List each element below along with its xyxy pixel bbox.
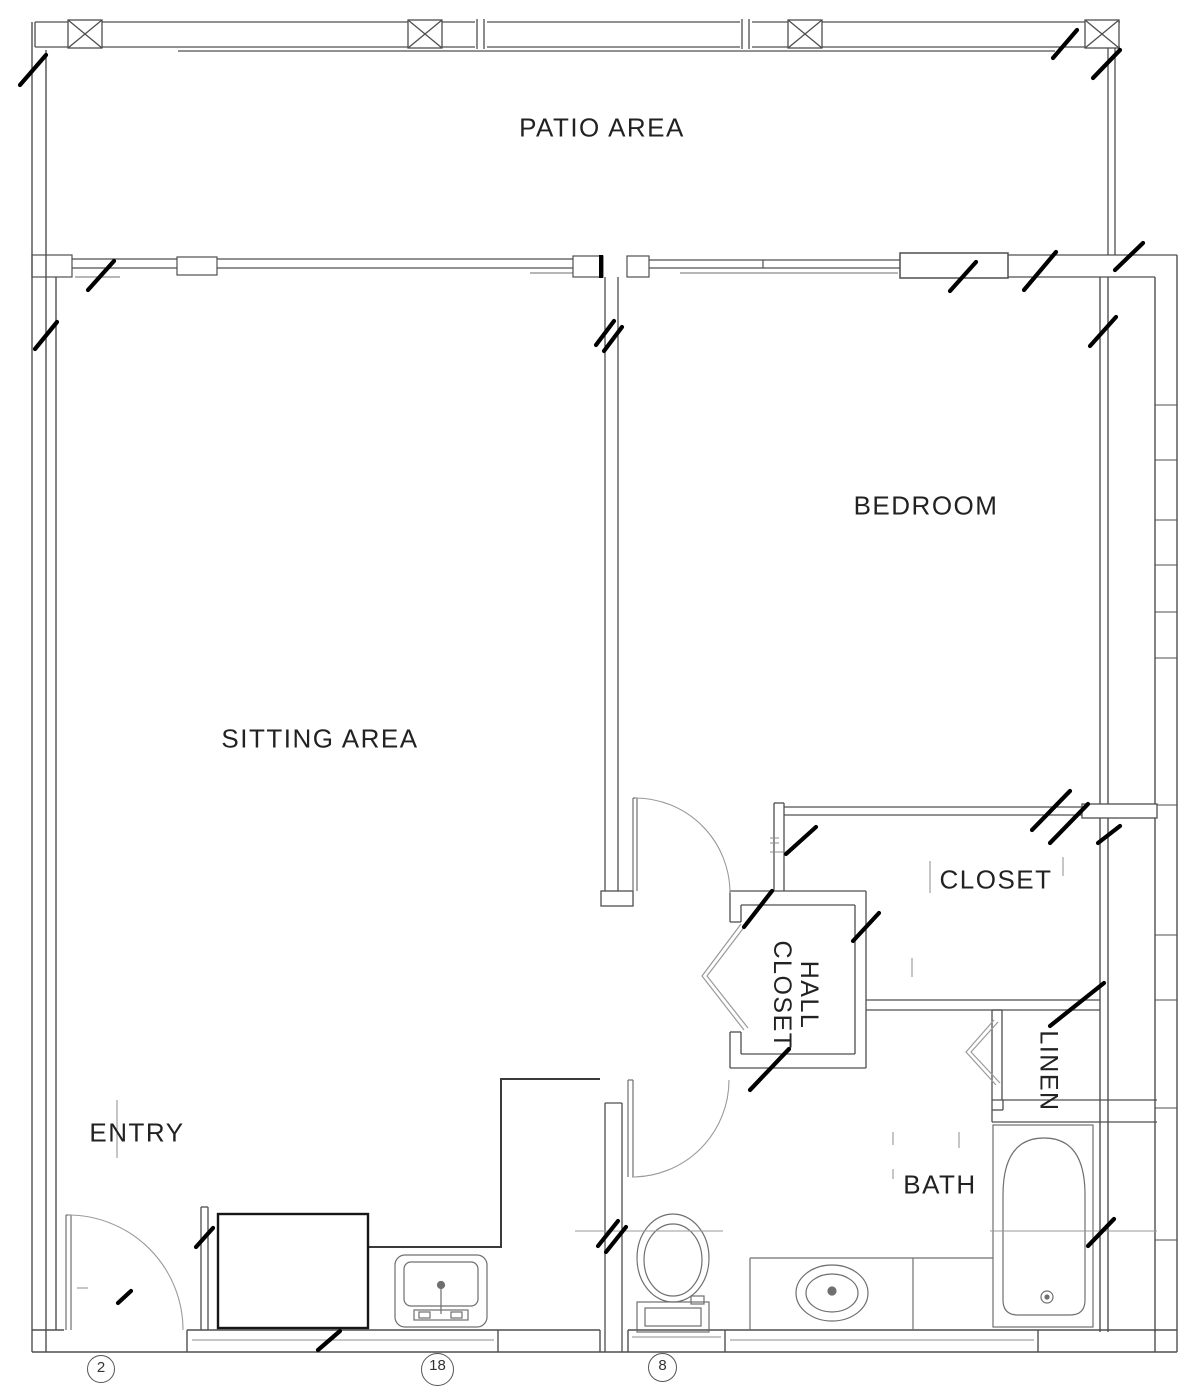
hall-closet-label [768, 940, 822, 1049]
bath-fixtures [575, 1125, 1157, 1332]
bedroom-door [633, 798, 730, 893]
linen-bifold-door [966, 1020, 1000, 1085]
entry-label: ENTRY [89, 1117, 185, 1148]
toilet [637, 1214, 709, 1332]
bath-door [628, 1080, 729, 1177]
section-cut-marks [20, 30, 1143, 1350]
wall-block [573, 255, 603, 278]
patio-area-label: PATIO AREA [519, 112, 685, 143]
keynote-tag: 2 [87, 1355, 115, 1383]
cabinet [218, 1214, 368, 1328]
kitchenette-fixtures [218, 1214, 487, 1328]
hall-closet-bifold-door [702, 924, 748, 1030]
entry-door [66, 1215, 183, 1330]
column-x-symbol [68, 20, 1119, 48]
bath-label: BATH [903, 1169, 977, 1200]
window-wall [32, 253, 1177, 278]
doors [66, 798, 1000, 1330]
sitting-area-label: SITTING AREA [221, 723, 419, 754]
keynote-tag: 18 [421, 1353, 454, 1386]
right-wall-panels [1155, 405, 1177, 1240]
bathtub [993, 1125, 1093, 1327]
hall-closet-label-line2: CLOSET [768, 940, 796, 1050]
beam-joint-tick [475, 19, 752, 49]
bath-sink [750, 1258, 993, 1330]
linen-label: LINEN [1034, 1030, 1063, 1112]
interior-walls [201, 277, 1157, 1352]
closet-label: CLOSET [939, 864, 1053, 895]
hall-closet-label-line1: HALL [795, 960, 823, 1030]
bedroom-label: BEDROOM [853, 490, 999, 521]
keynote-tag: 8 [648, 1353, 677, 1382]
kitchenette-sink [395, 1255, 487, 1327]
